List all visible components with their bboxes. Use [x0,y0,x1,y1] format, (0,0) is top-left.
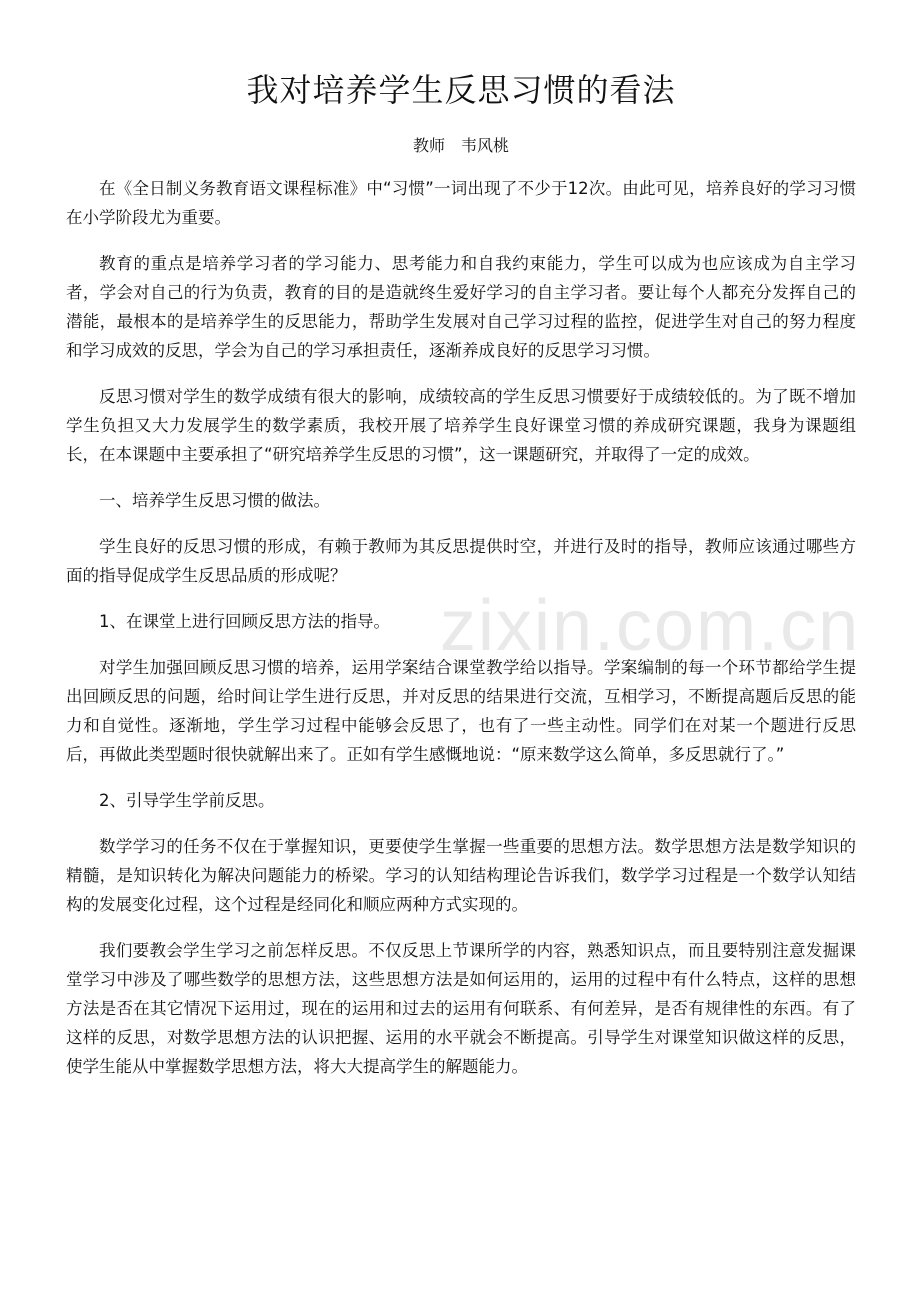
paragraph: 在《全日制义务教育语文课程标准》中“习惯”一词出现了不少于12次。由此可见，培养良好的学习习惯在小学阶段尤为重要。 [66,179,856,227]
subsection-heading: 2、引导学生学前反思。 [99,791,275,810]
watermark: zixin.com.cn [440,586,861,666]
paragraph: 反思习惯对学生的数学成绩有很大的影响，成绩较高的学生反思习惯要好于成绩较低的。为了既不增加学生负担又大力发展学生的数学素质，我校开展了培养学生良好课堂习惯的养成研究课题，我身为课题组长，在本课题中主要承担了“研究培养学生反思的习惯”，这一课题研究，并取得了一定的成效。 [66,387,856,464]
section-heading: 一、培养学生反思习惯的做法。 [99,491,330,510]
document-body [66,68,856,1081]
paragraph: 对学生加强回顾反思习惯的培养，运用学案结合课堂教学给以指导。学案编制的每一个环节都给学生提出回顾反思的问题，给时间让学生进行反思，并对反思的结果进行交流，互相学习，不断提高题后反思的能力和自觉性。逐渐地，学生学习过程中能够会反思了，也有了一些主动性。同学们在对某一个题进行反思后，再做此类型题时很快就解出来了。正如有学生感慨地说：“原来数学这么简单，多反思就行了。” [66,658,856,764]
document-title: 我对培养学生反思习惯的看法 [246,71,676,109]
author-line: 教师 韦风桃 [412,136,509,155]
paragraph: 数学学习的任务不仅在于掌握知识，更要使学生掌握一些重要的思想方法。数学思想方法是数学知识的精髓，是知识转化为解决问题能力的桥梁。学习的认知结构理论告诉我们，数学学习过程是一个数学认知结构的发展变化过程，这个过程是经同化和顺应两种方式实现的。 [66,837,856,914]
subsection-heading: 1、在课堂上进行回顾反思方法的指导。 [99,612,390,631]
paragraph: 我们要教会学生学习之前怎样反思。不仅反思上节课所学的内容，熟悉知识点，而且要特别注意发掘课堂学习中涉及了哪些数学的思想方法，这些思想方法是如何运用的，运用的过程中有什么特点，这样的思想方法是否在其它情况下运用过，现在的运用和过去的运用有何联系、有何差异，是否有规律性的东西。有了这样的反思，对数学思想方法的认识把握、运用的水平就会不断提高。引导学生对课堂知识做这样的反思，使学生能从中掌握数学思想方法，将大大提高学生的解题能力。 [66,941,856,1076]
paragraph: 教育的重点是培养学习者的学习能力、思考能力和自我约束能力，学生可以成为也应该成为自主学习者，学会对自己的行为负责，教育的目的是造就终生爱好学习的自主学习者。要让每个人都充分发挥自己的潜能，最根本的是培养学生的反思能力，帮助学生发展对自己学习过程的监控，促进学生对自己的努力程度和学习成效的反思，学会为自己的学习承担责任，逐渐养成良好的反思学习习惯。 [66,254,856,360]
paragraph: 学生良好的反思习惯的形成，有赖于教师为其反思提供时空，并进行及时的指导，教师应该通过哪些方面的指导促成学生反思品质的形成呢？ [66,537,856,585]
